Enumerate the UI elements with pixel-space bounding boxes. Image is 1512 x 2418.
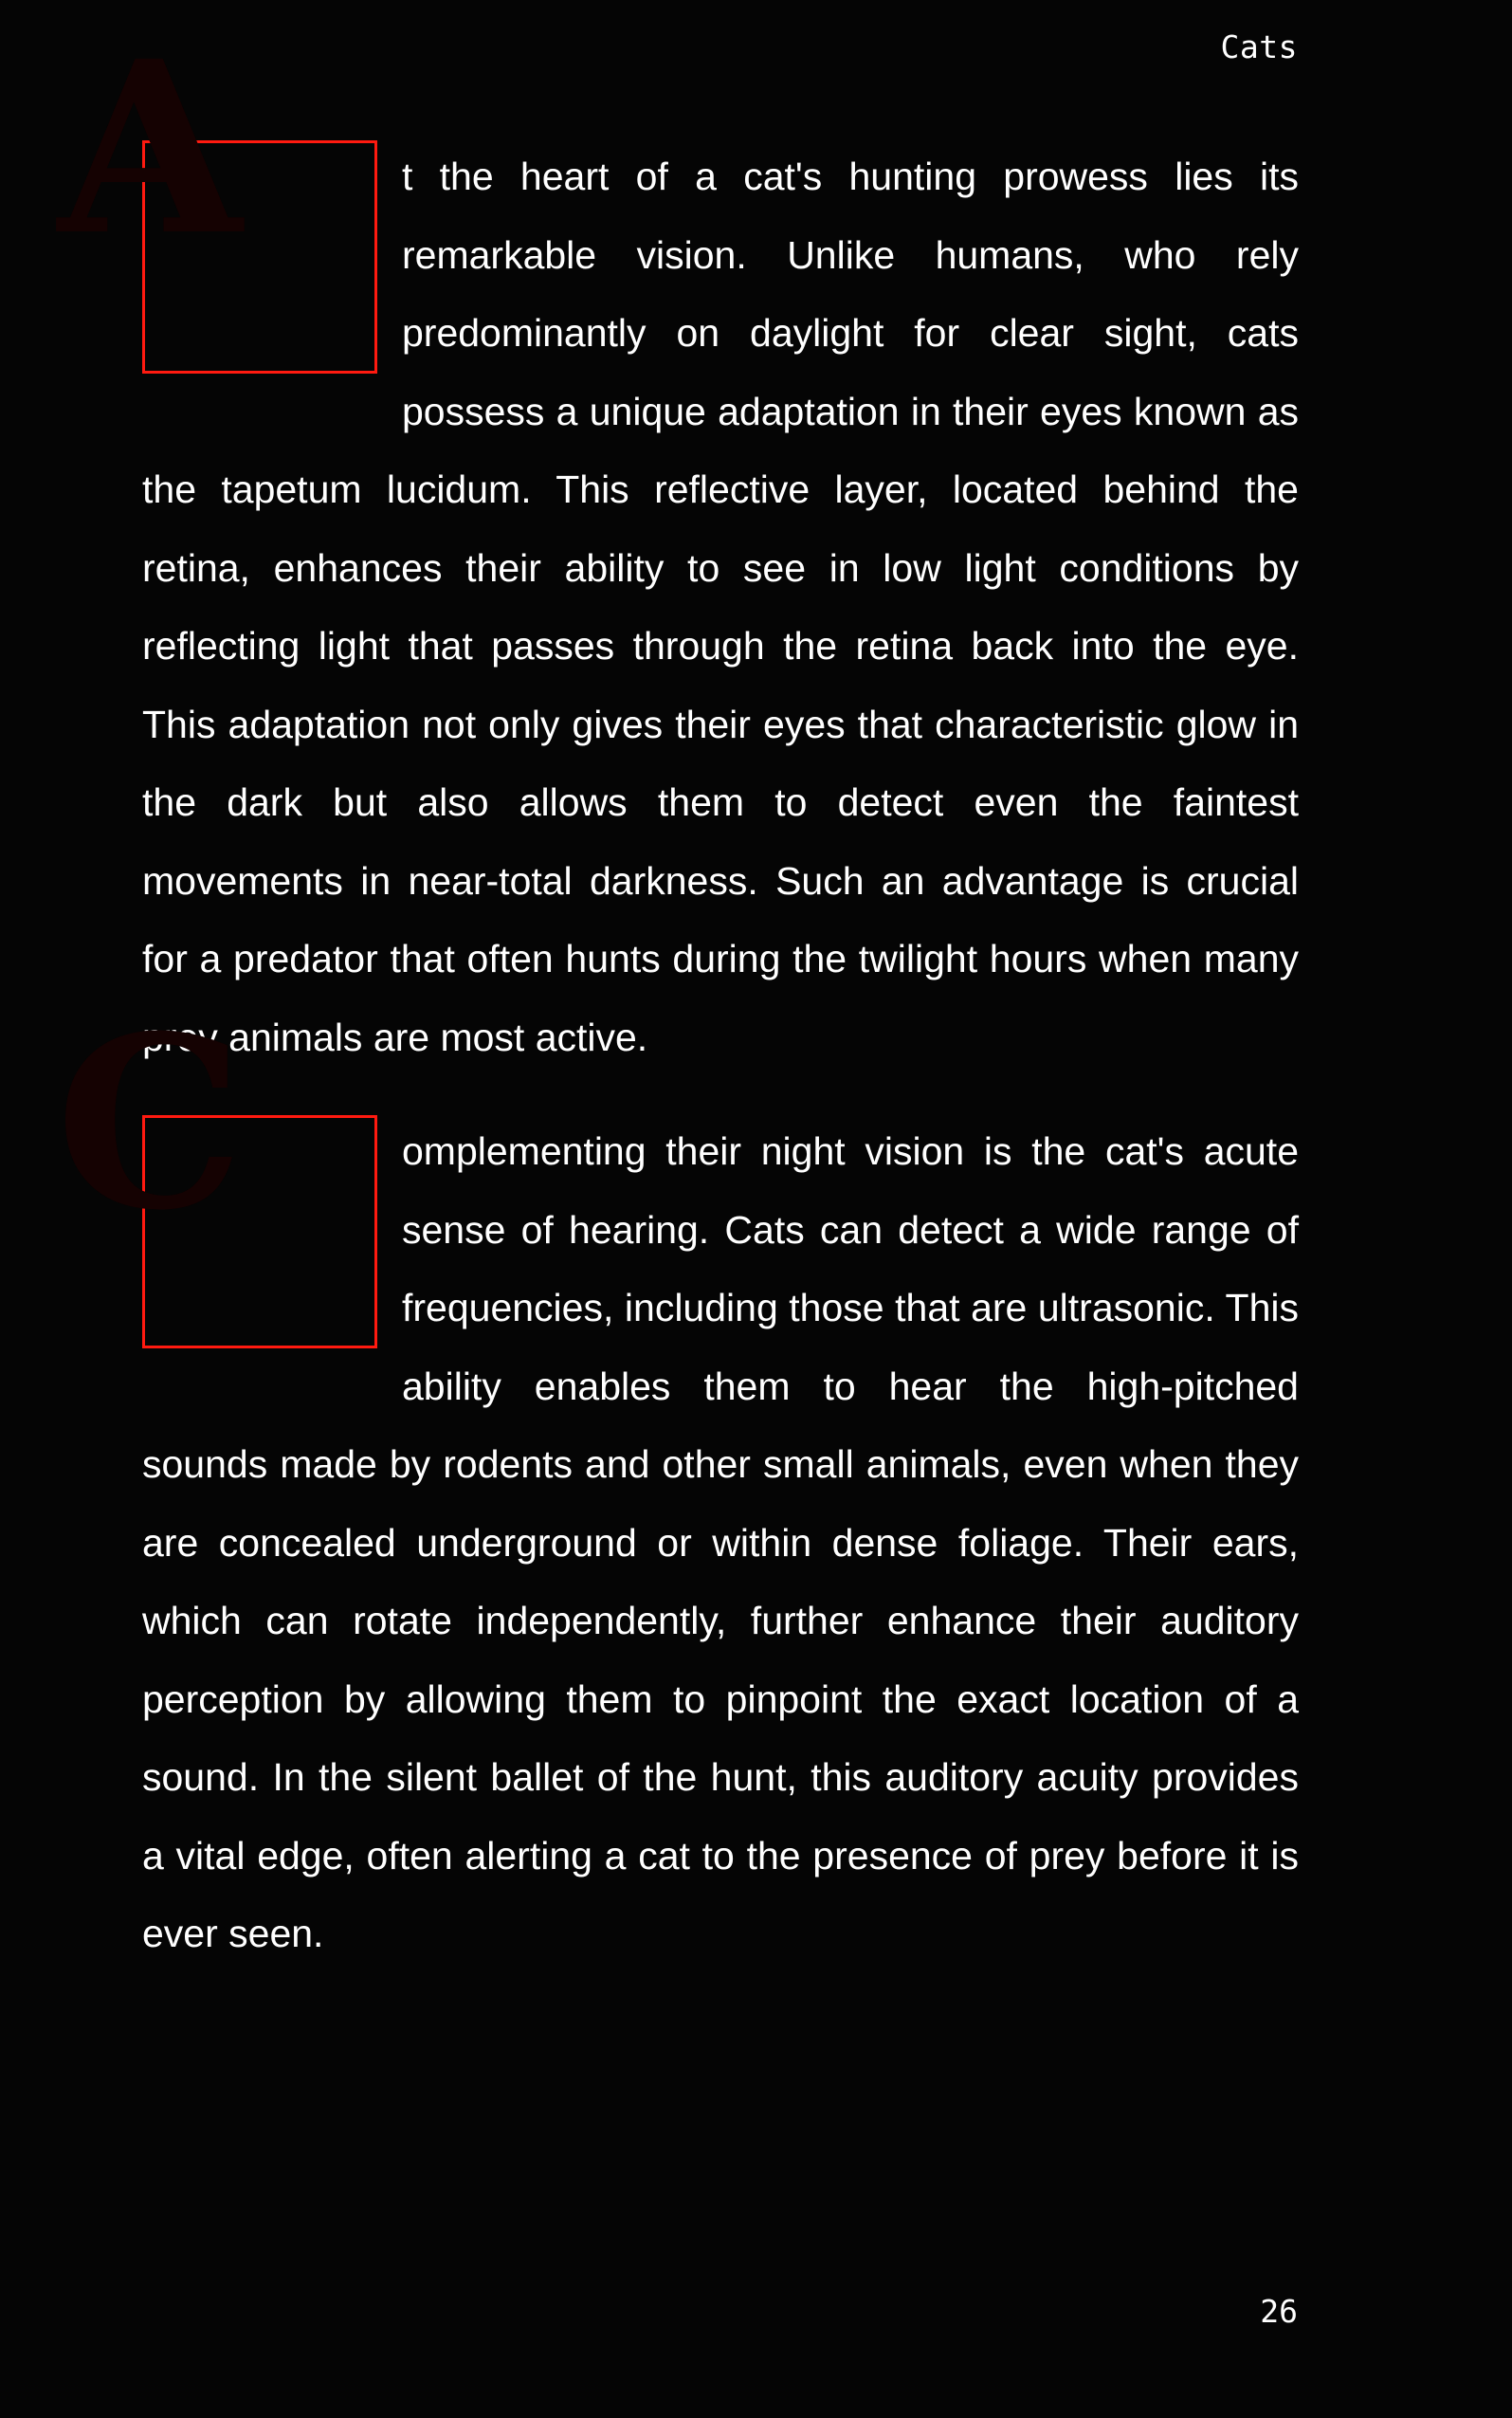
page-number: 26 [1260, 2293, 1298, 2330]
drop-cap-c [142, 1115, 377, 1348]
drop-cap-a [142, 140, 377, 374]
paragraph-hearing [142, 1112, 1299, 1973]
paragraph-text: omplementing their night vision is the cat's acute sense of hearing. Cats can detect a wide range of frequencies, including those that are ultrasonic. This ability enables them to hear the high-pitched sounds made by rodents and other small animals, even when they are concealed underground or within dense foliage. Their ears, which can rotate independently, further enhance their auditory perception by allowing them to pinpoint the exact location of a sound. In the silent ballet of the hunt, this auditory acuity provides a vital edge, often alerting a cat to the presence of prey before it is ever seen. [142, 1129, 1299, 1955]
paragraph-text: t the heart of a cat's hunting prowess lies its remarkable vision. Unlike humans, who rely predominantly on daylight for clear sight, cats possess a unique adaptation in their eyes known as the tapetum lucidum. This reflective layer, located behind the retina, enhances their ability to see in low light conditions by reflecting light that passes through the retina back into the eye. This adaptation not only gives their eyes that characteristic glow in the dark but also allows them to detect even the faintest movements in near-total darkness. Such an advantage is crucial for a predator that often hunts during the twilight hours when many prey animals are most active. [142, 155, 1299, 1059]
page-body [142, 137, 1299, 2009]
paragraph-vision [142, 137, 1299, 1076]
running-header: Cats [1220, 28, 1298, 65]
